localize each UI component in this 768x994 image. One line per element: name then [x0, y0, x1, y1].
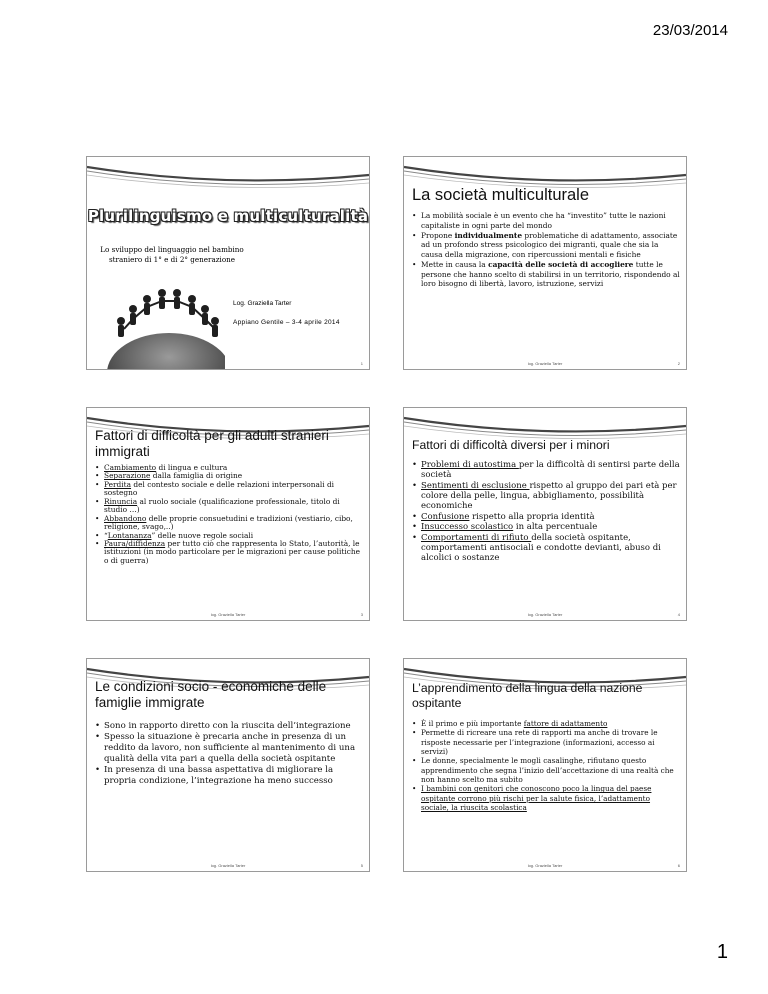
bullet-item — [412, 719, 680, 728]
bullet-text: di lingua e cultura — [156, 463, 228, 472]
bullet-item — [412, 756, 680, 784]
slide-3-bullets — [95, 464, 363, 565]
slide-2-bullets — [412, 211, 680, 289]
bullet-text: Abbandono — [104, 513, 147, 523]
slide-5[interactable] — [86, 658, 370, 872]
bullet-text: per la difficoltà di sentirsi parte della società — [421, 460, 680, 481]
slide-author-footer: log. Graziella Tarter — [527, 361, 563, 366]
slide-number: 5 — [360, 863, 363, 868]
bullet-text: della società ospitante, comportamenti antisociali e condotte devianti, abuso di alcolici o sostanze — [421, 532, 661, 564]
bullet-item — [412, 728, 680, 756]
bullet-text: rispetto al gruppo dei pari età per colore della pelle, lingua, abbigliamento, possibilità economiche — [421, 480, 677, 512]
slide-number: 2 — [677, 361, 680, 366]
bullet-item — [95, 481, 363, 498]
bullet-text: Sentimenti di esclusione — [421, 480, 530, 491]
bullet-text: “ — [104, 530, 108, 540]
bullet-text: Separazione — [104, 471, 151, 481]
bullet-text: Comportamenti di rifiuto — [421, 532, 532, 543]
bullet-text: dalla famiglia di origine — [150, 471, 243, 481]
bullet-text: problematiche di adattamento, associate ad un profondo stress psicologico dei migranti, quale che sia la causa della migrazione, con ripercussioni mentali e fisiche — [421, 230, 678, 260]
bullet-item — [412, 784, 680, 812]
bullet-text: È il primo e più importante — [421, 719, 524, 728]
children-globe-image — [107, 269, 225, 369]
bullet-text: al ruolo sociale (qualificazione professionale, titolo di studio …) — [104, 496, 340, 515]
bullet-text: Le donne, specialmente le mogli casalinghe, rifiutano questo apprendimento che segna l’inizio dell’accettazione di una realtà che non hanno scelto ma subito — [421, 756, 674, 784]
bullet-item — [412, 522, 680, 532]
bullet-text: individualmente — [454, 230, 523, 240]
bullet-text: tutte le persone che hanno scelto di stabilirsi in un territorio, rispondendo al loro bisogno di libertà, lavoro, istruzione, servizi — [421, 259, 680, 289]
slide-author-footer: log. Graziella Tarter — [527, 612, 563, 617]
bullet-text: Perdita — [104, 479, 132, 489]
slide-6-bullets — [412, 719, 680, 812]
bullet-item — [412, 260, 680, 289]
bullet-item — [412, 211, 680, 231]
slide-6-title: L’apprendimento della lingua della nazione ospitante — [412, 681, 643, 710]
slide-1-title: Plurilinguismo e multiculturalità — [87, 207, 369, 225]
slide-3[interactable] — [86, 407, 370, 621]
bullet-text: del contesto sociale e delle relazioni interpersonali di sostegno — [104, 479, 335, 498]
bullet-text: Mette in causa la — [421, 259, 489, 269]
bullet-item — [95, 515, 363, 532]
slide-1-subtitle: Lo sviluppo del linguaggio nel bambino straniero di 1° e di 2° generazione — [100, 245, 244, 264]
bullet-item — [412, 460, 680, 481]
bullet-item — [95, 765, 363, 787]
slide-number: 3 — [360, 612, 363, 617]
bullet-text: rispetto alla propria identità — [469, 511, 595, 522]
bullet-text: delle proprie consuetudini e tradizioni (vestiario, cibo, religione, svago,..) — [104, 513, 353, 532]
bullet-text: Sono in rapporto diretto con la riuscita dell’integrazione — [104, 721, 351, 731]
slide-1[interactable] — [86, 156, 370, 370]
bullet-text: Confusione — [421, 511, 470, 522]
page-date: 23/03/2014 — [652, 22, 728, 39]
bullet-text: fattore di adattamento — [523, 719, 608, 728]
bullet-text: I bambini con genitori che conoscono poco la lingua del paese ospitante corrono più rischi per la salute fisica, l’adattamento sociale, la riuscita scolastica — [421, 784, 652, 812]
bullet-text: Rinuncia — [104, 496, 138, 506]
slide-2[interactable] — [403, 156, 687, 370]
bullet-text: Spesso la situazione è precaria anche in presenza di un reddito da lavoro, non sufficiente al mantenimento di una qualità della vita pari a quella della società ospitante — [104, 732, 356, 764]
bullet-text: In presenza di una bassa aspettativa di migliorare la propria condizione, l’integrazione ha meno successo — [104, 765, 334, 786]
bullet-text: per tutto ciò che rappresenta lo Stato, l’autorità, le istituzioni (in modo particolare per le migrazioni per cause politiche o di guerra) — [104, 538, 360, 565]
bullet-text: in alta percentuale — [513, 522, 598, 533]
bullet-text: La mobilità sociale è un evento che ha “investito” tutte le nazioni capitaliste in ogni parte del mondo — [421, 211, 666, 230]
slide-number: 1 — [360, 361, 363, 366]
bullet-text: Cambiamento — [104, 463, 157, 472]
slide-3-title: Fattori di difficoltà per gli adulti stranieri immigrati — [95, 428, 329, 460]
bullet-text: Problemi di autostima — [421, 460, 519, 470]
bullet-text: ” delle nuove regole sociali — [151, 530, 254, 540]
bullet-text: Permette di ricreare una rete di rapporti ma anche di trovare le risposte necessarie per l’integrazione (informazioni, accesso ai servizi) — [421, 728, 658, 756]
slide-1-place: Appiano Gentile – 3-4 aprile 2014 — [233, 319, 340, 326]
bullet-item — [95, 721, 363, 732]
slide-author-footer: log. Graziella Tarter — [527, 863, 563, 868]
bullet-text: Paura/diffidenza — [104, 538, 166, 548]
slide-5-title: Le condizioni socio - economiche delle famiglie immigrate — [95, 679, 327, 711]
slide-4[interactable] — [403, 407, 687, 621]
bullet-text: capacità delle società di accogliere — [488, 259, 634, 269]
slide-4-bullets — [412, 460, 680, 564]
slide-author-footer: log. Graziella Tarter — [210, 612, 246, 617]
bullet-item — [95, 540, 363, 565]
bullet-item — [412, 231, 680, 260]
slide-4-title: Fattori di difficoltà diversi per i minori — [412, 438, 610, 452]
bullet-text: Propone — [421, 230, 455, 240]
slide-number: 4 — [677, 612, 680, 617]
bullet-item — [412, 512, 680, 522]
bullet-item — [95, 732, 363, 765]
bullet-text: Insuccesso scolastico — [421, 522, 514, 533]
bullet-item — [412, 481, 680, 512]
bullet-text: Lontananza — [107, 530, 152, 540]
slide-6[interactable] — [403, 658, 687, 872]
slide-header-swoosh — [87, 157, 369, 197]
slide-2-title: La società multiculturale — [412, 186, 590, 204]
slide-number: 6 — [677, 863, 680, 868]
slide-1-author: Log. Graziella Tarter — [233, 300, 292, 307]
bullet-item — [412, 533, 680, 564]
page-number: 1 — [716, 941, 728, 963]
slide-5-bullets — [95, 721, 363, 787]
slide-author-footer: log. Graziella Tarter — [210, 863, 246, 868]
bullet-item — [95, 498, 363, 515]
